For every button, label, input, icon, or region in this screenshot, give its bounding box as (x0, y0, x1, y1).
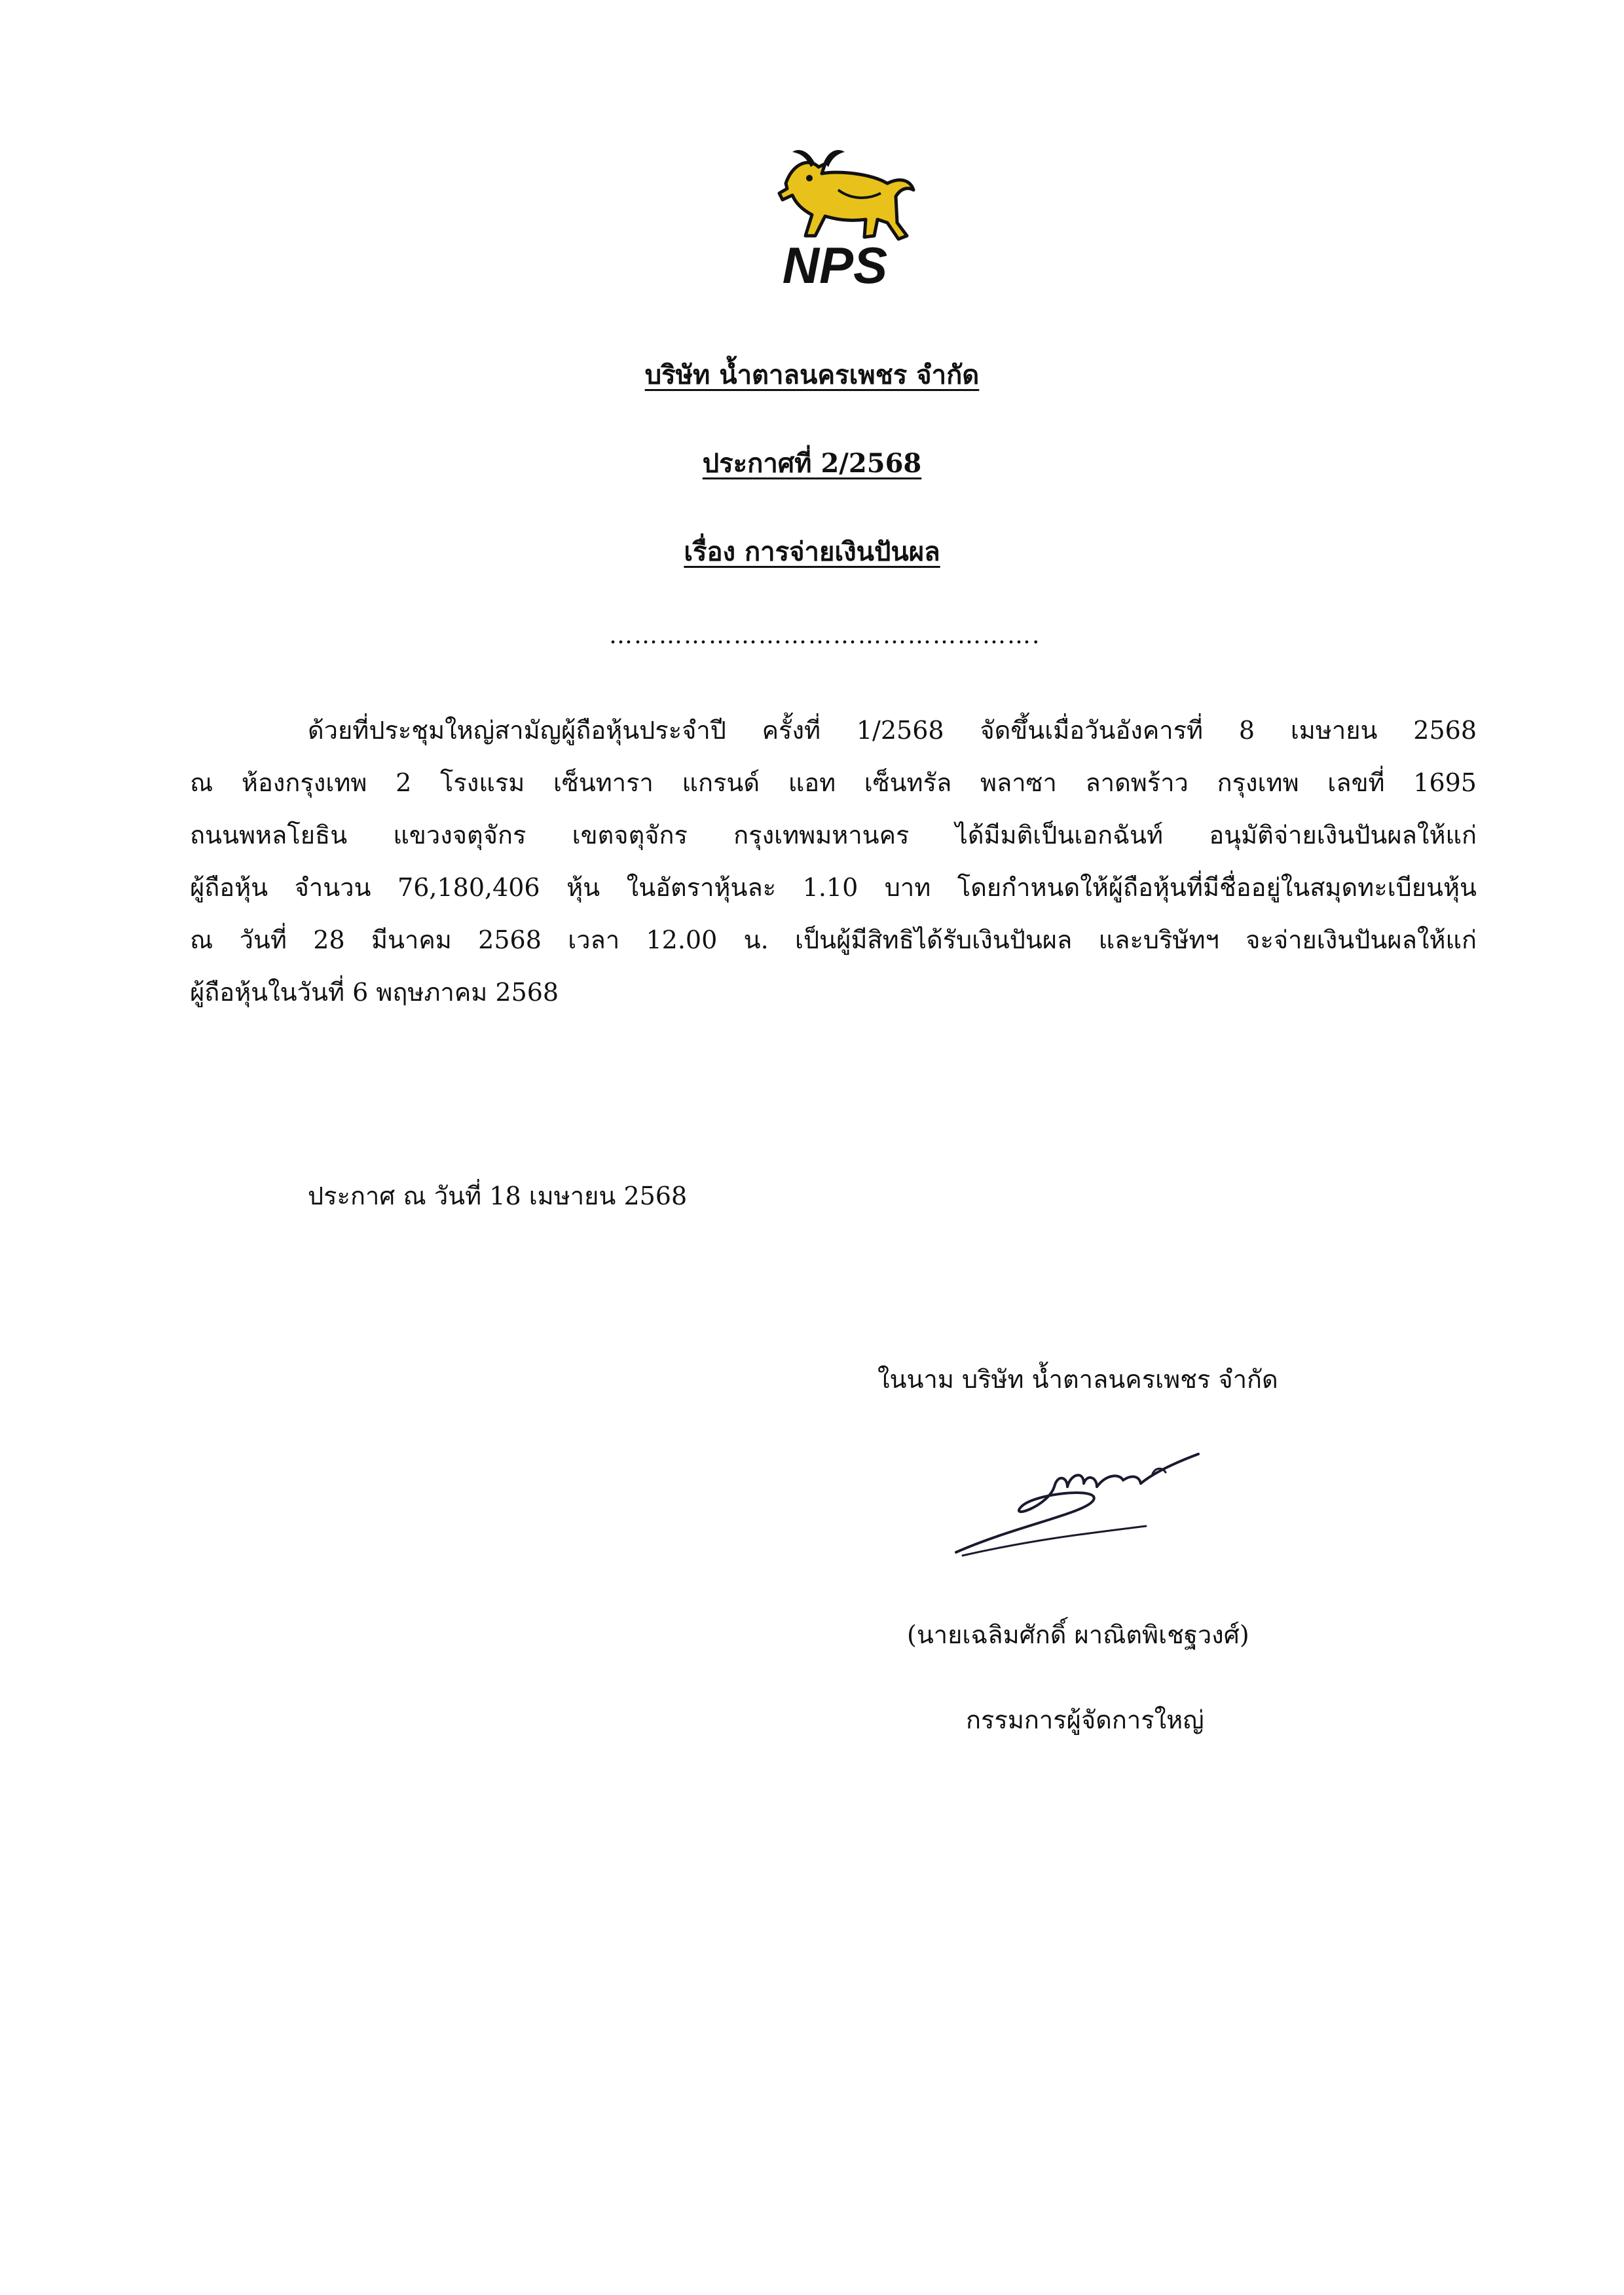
announcement-date: ประกาศ ณ วันที่ 18 เมษายน 2568 (308, 1182, 688, 1210)
announcement-number: ประกาศที่ 2/2568 (702, 448, 922, 479)
signer-title: กรรมการผู้จัดการใหญ่ (966, 1706, 1204, 1734)
body-line: ถนนพหลโยธิน แขวงจตุจักร เขตจตุจักร กรุงเทพมหานคร ได้มีมติเป็นเอกฉันท์ อนุมัติจ่ายเงินปันผลให้แก่ (190, 821, 1477, 849)
body-line: ผู้ถือหุ้น จำนวน 76,180,406 หุ้น ในอัตราหุ้นละ 1.10 บาท โดยกำหนดให้ผู้ถือหุ้นที่มีชื่ออยู่ในสมุดทะเบียนหุ้น (190, 873, 1477, 902)
body-line: ด้วยที่ประชุมใหญ่สามัญผู้ถือหุ้นประจำปี ครั้งที่ 1/2568 จัดขึ้นเมื่อวันอังคารที่ 8 เมษายน 2568 (308, 716, 1477, 745)
logo-text: NPS (782, 236, 888, 288)
on-behalf-line: ในนาม บริษัท น้ำตาลนครเพชร จำกัด (877, 1365, 1278, 1394)
signature (936, 1428, 1251, 1572)
announcement-subject: เรื่อง การจ่ายเงินปันผล (684, 536, 940, 567)
bull-figure (779, 150, 913, 239)
body-line: ณ ห้องกรุงเทพ 2 โรงแรม เซ็นทารา แกรนด์ แอท เซ็นทรัล พลาซา ลาดพร้าว กรุงเทพ เลขที่ 1695 (190, 768, 1477, 797)
nps-logo (747, 138, 923, 288)
body-line: ณ วันที่ 28 มีนาคม 2568 เวลา 12.00 น. เป็นผู้มีสิทธิได้รับเงินปันผล และบริษัทฯ จะจ่ายเงินปันผลให้แก่ (190, 925, 1477, 954)
bull-logo-icon (747, 138, 923, 288)
company-heading: บริษัท น้ำตาลนครเพชร จำกัด (644, 360, 980, 390)
body-paragraph (190, 704, 1477, 1018)
body-line: ผู้ถือหุ้นในวันที่ 6 พฤษภาคม 2568 (190, 978, 559, 1007)
signer-name: (นายเฉลิมศักดิ์ ผาณิตพิเชฐวงศ์) (907, 1620, 1249, 1649)
separator-dots: ……………………………………………. (609, 622, 1041, 649)
signature-icon (936, 1428, 1251, 1572)
